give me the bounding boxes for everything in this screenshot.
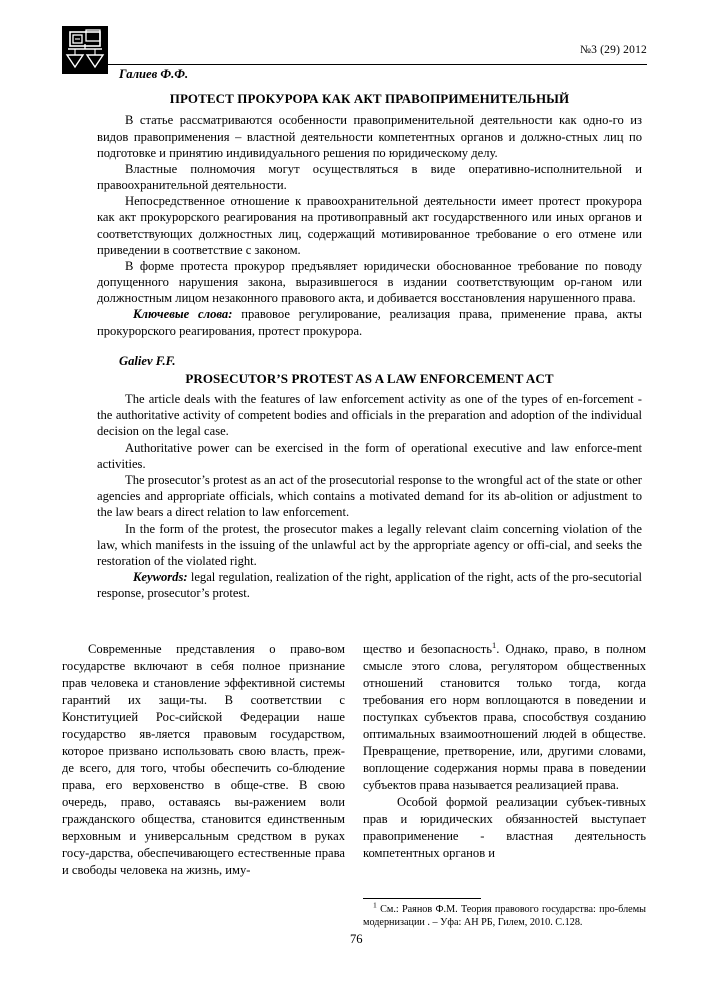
abstract-ru-paragraph: Властные полномочия могут осуществляться в виде оперативно-исполнительной и правоохранительной деятельности. bbox=[97, 161, 642, 193]
body-columns bbox=[62, 641, 646, 941]
abstract-en-paragraph: The prosecutor’s protest as an act of the prosecutorial response to the wrongful act of the state or other agencies and appropriate officials, which contains a motivated demand for its ab-olition or adjustment to the law bears a direct relation to law enforcement. bbox=[97, 472, 642, 520]
issue-label: №3 (29) 2012 bbox=[579, 44, 647, 56]
body-paragraph: Современные представления о право-вом государстве включают в себя полное признание прав человека и становление эффективной системы гарантий их защи-ты. В соответствии с Конституцией Рос-сийской Федерации наше государство яв-ляется правовым государством, которое призвано использовать свою власть, преж-де всего, для того, чтобы обеспечить со-блюдение права, его верховенство в обще-стве. В свою очередь, право, оставаясь вы-ражением воли гражданского общества, становится единственным верховным и универсальным средством в руках госу-дарства, обеспечивающего естественные права и свободы человека на жизнь, иму- bbox=[62, 642, 345, 877]
abstract-ru-paragraph: Непосредственное отношение к правоохранительной деятельности имеет протест прокурора как акт прокурорского реагирования на противоправный акт государственного или иных органов и соответствующих должностных лиц, содержащий мотивированное требование о его отмене или приведении в соответствие с законом. bbox=[97, 194, 642, 257]
body-column-right bbox=[363, 641, 646, 862]
keywords-ru-text: правовое регулирование, реализация права, применение права, акты прокурорского реагирования, протест прокурора. bbox=[97, 307, 643, 338]
footnote-marker: 1 bbox=[373, 900, 377, 910]
author-name-en: Galiev F.F. bbox=[119, 353, 176, 368]
body-paragraph: Особой формой реализации субъек-тивных прав и юридических обязанностей выступает правоприменение - властная деятельность компетентных органов и bbox=[363, 795, 646, 860]
header-rule bbox=[108, 64, 647, 65]
keywords-en bbox=[97, 569, 642, 601]
abstract-section bbox=[97, 66, 642, 601]
footnote-text: См.: Раянов Ф.М. Теория правового государства: про-блемы модернизации . – Уфа: АН РБ, Гилем, 2010. С.128. bbox=[363, 904, 646, 929]
article-title-en: PROSECUTOR’S PROTEST AS A LAW ENFORCEMENT ACT bbox=[185, 370, 554, 386]
body-text-after-footnote-ref: . Однако, право, в полном смысле этого слова, регулятором общественных отношений становится только тогда, когда требования его норм воплощаются в поведении и поступках субъектов права, способствуя созданию оптимальных взаимоотношений людей в обществе. Превращение, претворение, или, другими словами, воплощение содержания нормы права в поведении субъектов права называется реализацией права. bbox=[363, 642, 646, 792]
abstract-en-paragraph: In the form of the protest, the prosecutor makes a legally relevant claim concerning violation of the law, which manifests in the issuing of the unlawful act by the appropriate agency or offi-cial, and seeks the restoration of the violated right. bbox=[97, 521, 642, 568]
body-column-left bbox=[62, 641, 345, 879]
keywords-ru-label: Ключевые слова: bbox=[133, 307, 233, 322]
body-text-before-footnote-ref: щество и безопасность bbox=[363, 642, 493, 656]
abstract-en-paragraph: The article deals with the features of law enforcement activity as one of the types of en-forcement - the authoritative activity of competent bodies and officials in the preparation and adoption of the individual decision on the legal case. bbox=[97, 392, 642, 439]
footnote-separator bbox=[363, 898, 481, 899]
abstract-ru-paragraph: В статье рассматриваются особенности правоприменительной деятельности как одно-го из видов правоприменения – властной деятельности компетентных органов и должно-стных лиц по подготовке и принятию индивидуального решения по юридическому делу. bbox=[97, 113, 642, 160]
footnote-section bbox=[363, 898, 646, 930]
footnote-reference-marker[interactable]: 1 bbox=[492, 640, 497, 650]
page-number: 76 bbox=[350, 932, 363, 946]
abstract-en-paragraph: Authoritative power can be exercised in the form of operational executive and law enforce-ment activities. bbox=[97, 440, 642, 471]
keywords-en-text: legal regulation, realization of the right, application of the right, acts of the pro-secutorial response, prosecutor’s protest. bbox=[97, 570, 642, 601]
author-name-ru: Галиев Ф.Ф. bbox=[119, 67, 189, 81]
body-paragraph bbox=[363, 641, 646, 794]
footnote-entry bbox=[363, 900, 646, 930]
article-title-ru: ПРОТЕСТ ПРОКУРОРА КАК АКТ ПРАВОПРИМЕНИТЕЛЬНЫЙ bbox=[169, 91, 570, 107]
keywords-ru bbox=[97, 306, 642, 338]
abstract-ru-paragraph: В форме протеста прокурор предъявляет юридически обоснованное требование по поводу допущенного нарушения закона, выразившегося в издании соответствующим ор-ганом или должностным лицом незаконного правового акта, и добивается восстановления нарушенного права. bbox=[97, 258, 642, 306]
keywords-en-label: Keywords: bbox=[133, 570, 188, 585]
